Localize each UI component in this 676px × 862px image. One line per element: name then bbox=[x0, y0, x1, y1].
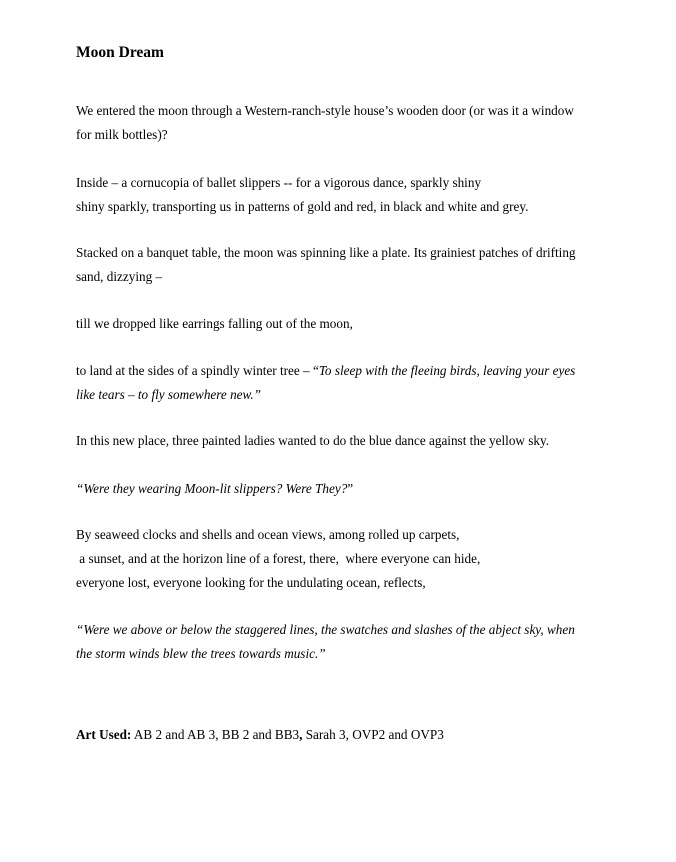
stanza-4-line-1: till we dropped like earrings falling out of the moon, bbox=[76, 316, 353, 331]
stanza-7-line-1-quote: “Were they wearing Moon-lit slippers? Were They? bbox=[76, 481, 348, 496]
stanza-8-line-3: everyone lost, everyone looking for the undulating ocean, reflects, bbox=[76, 575, 426, 590]
art-used-label: Art Used: bbox=[76, 727, 132, 742]
stanza-2-line-2: shiny sparkly, transporting us in patterns of gold and red, in black and white and grey. bbox=[76, 199, 529, 214]
art-used-text-2: Sarah 3, OVP2 and OVP3 bbox=[302, 727, 444, 742]
stanza-7-line-1-close-quote: ” bbox=[347, 481, 354, 496]
stanza-9-line-1: “Were we above or below the staggered lines, the swatches and slashes of the abject sky, when bbox=[76, 622, 575, 637]
art-used-line bbox=[76, 727, 444, 743]
stanza-9-line-2: the storm winds blew the trees towards music.” bbox=[76, 646, 326, 661]
stanza-5-line-1-plain: to land at the sides of a spindly winter tree – “ bbox=[76, 363, 319, 378]
art-used-text-1: AB 2 and AB 3, BB 2 and BB3 bbox=[131, 727, 300, 742]
stanza-1-line-2: for milk bottles)? bbox=[76, 127, 168, 142]
stanza-6-line-1: In this new place, three painted ladies wanted to do the blue dance against the yellow sky. bbox=[76, 433, 550, 448]
stanza-3-line-2: sand, dizzying – bbox=[76, 269, 163, 284]
stanza-5-line-2: like tears – to fly somewhere new.” bbox=[76, 387, 261, 402]
stanza-7-line-1 bbox=[76, 481, 353, 497]
stanza-3-line-1: Stacked on a banquet table, the moon was spinning like a plate. Its grainiest patches of drifting bbox=[76, 245, 576, 260]
stanza-8-line-2: a sunset, and at the horizon line of a forest, there, where everyone can hide, bbox=[76, 551, 481, 566]
stanza-2-line-1: Inside – a cornucopia of ballet slippers -- for a vigorous dance, sparkly shiny bbox=[76, 175, 482, 190]
document-title: Moon Dream bbox=[76, 44, 164, 61]
art-used-comma: , bbox=[299, 727, 303, 742]
stanza-8-line-1: By seaweed clocks and shells and ocean views, among rolled up carpets, bbox=[76, 527, 460, 542]
stanza-1-line-1: We entered the moon through a Western-ranch-style house’s wooden door (or was it a window bbox=[76, 103, 574, 118]
stanza-5-line-1-quote: To sleep with the fleeing birds, leaving your eyes bbox=[318, 363, 576, 378]
stanza-5-line-1 bbox=[76, 363, 575, 379]
